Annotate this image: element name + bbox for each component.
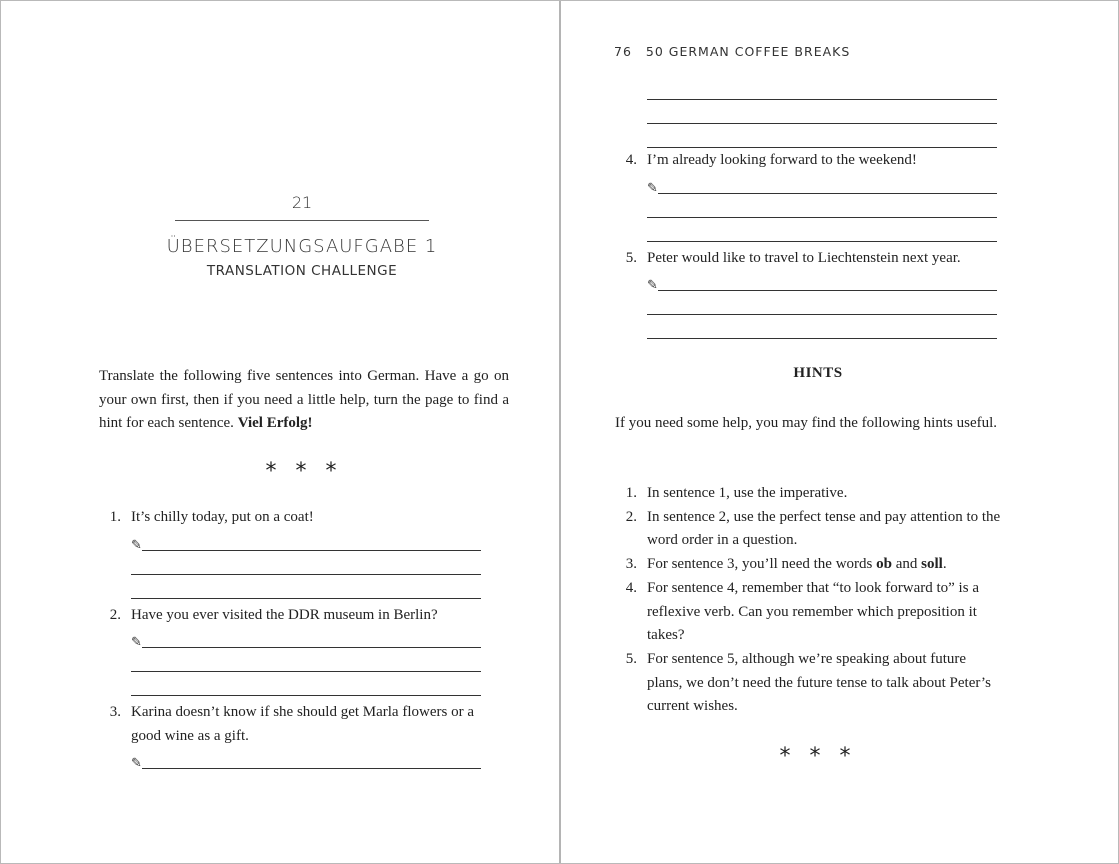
hint-text-part: and [891, 556, 922, 573]
answer-line[interactable] [131, 554, 481, 578]
hint-bold-word: soll [921, 556, 943, 573]
sentence-list-continued [615, 79, 997, 342]
pencil-icon: ✎ [131, 635, 142, 650]
hints-heading: HINTS [793, 365, 843, 381]
list-item [615, 506, 1001, 553]
list-item [615, 79, 997, 151]
chapter-rule [175, 220, 429, 221]
answer-line[interactable] [131, 578, 481, 602]
answer-line[interactable] [131, 627, 481, 651]
right-page [561, 1, 1119, 863]
hint-text [647, 553, 1001, 577]
sentence-text: I’m already looking forward to the weekend! [647, 152, 917, 168]
item-number: 5. [625, 249, 637, 266]
answer-line[interactable] [131, 530, 481, 554]
answer-line[interactable] [647, 103, 997, 127]
list-item [99, 604, 481, 700]
item-number: 1. [625, 485, 637, 501]
list-item [99, 701, 481, 772]
separator-stars: * * * [779, 744, 857, 769]
hints-intro: If you need some help, you may find the following hints useful. [615, 415, 998, 431]
running-header [614, 44, 850, 59]
item-number: 5. [625, 650, 637, 667]
item-number: 4. [625, 152, 637, 168]
hint-text: In sentence 2, use the perfect tense and pay attention to the word order in a question. [647, 508, 1001, 549]
hint-text-part: For sentence 3, you’ll need the words [647, 556, 877, 573]
sentence-text: Have you ever visited the DDR museum in Berlin? [131, 606, 438, 623]
sentence-text: It’s chilly today, put on a coat! [131, 509, 314, 525]
intro-text: Translate the following five sentences into German. Have a go on your own first, then if you need a little help, turn the page to find a hint for each sentence. [99, 368, 509, 431]
separator-stars: * * * [265, 459, 343, 484]
answer-line[interactable] [647, 127, 997, 151]
intro-paragraph [99, 365, 509, 436]
answer-line[interactable] [647, 318, 997, 342]
item-number: 3. [625, 556, 637, 573]
answer-line[interactable] [647, 270, 997, 294]
pencil-icon: ✎ [131, 537, 142, 553]
pencil-icon: ✎ [647, 180, 658, 196]
pencil-icon: ✎ [131, 756, 142, 771]
chapter-title: ÜBERSETZUNGSAUFGABE 1 [166, 236, 438, 257]
left-page [1, 1, 559, 863]
answer-line[interactable] [647, 79, 997, 103]
hints-list [615, 482, 1001, 719]
intro-bold: Viel Erfolg [237, 415, 308, 431]
answer-line[interactable] [131, 675, 481, 699]
item-number: 3. [109, 704, 121, 720]
list-item [615, 577, 1001, 648]
item-number: 4. [625, 579, 637, 596]
sentence-text: Karina doesn’t know if she should get Marla flowers or a good wine as a gift. [131, 704, 474, 744]
answer-line[interactable] [647, 294, 997, 318]
intro-end: ! [307, 415, 313, 431]
hint-text: For sentence 5, although we’re speaking about future plans, we don’t need the future tense to talk about Peter’s current wishes. [647, 650, 991, 715]
answer-line[interactable] [131, 651, 481, 675]
answer-line[interactable] [131, 748, 481, 772]
item-number: 1. [109, 509, 121, 525]
hint-text-part: . [942, 556, 947, 573]
answer-line[interactable] [647, 221, 997, 245]
item-number: 2. [625, 508, 637, 525]
list-item [615, 648, 1001, 719]
chapter-subtitle: TRANSLATION CHALLENGE [206, 263, 398, 279]
answer-line[interactable] [647, 173, 997, 197]
list-item [99, 506, 481, 602]
list-item [615, 482, 1001, 506]
running-title: 50 GERMAN COFFEE BREAKS [645, 44, 851, 59]
sentence-text: Peter would like to travel to Liechtenstein next year. [647, 249, 961, 266]
answer-line[interactable] [647, 197, 997, 221]
list-item [615, 247, 997, 343]
hint-text: In sentence 1, use the imperative. [647, 485, 848, 501]
chapter-number: 21 [291, 193, 313, 212]
page-number: 76 [614, 44, 632, 59]
pencil-icon: ✎ [647, 278, 658, 293]
item-number: 2. [109, 606, 121, 623]
sentence-list [99, 506, 481, 772]
list-item [615, 149, 997, 245]
hint-text: For sentence 4, remember that “to look forward to” is a reflexive verb. Can you remember which preposition it takes? [647, 579, 979, 644]
hint-bold-word: ob [876, 556, 892, 573]
list-item [615, 553, 1001, 577]
